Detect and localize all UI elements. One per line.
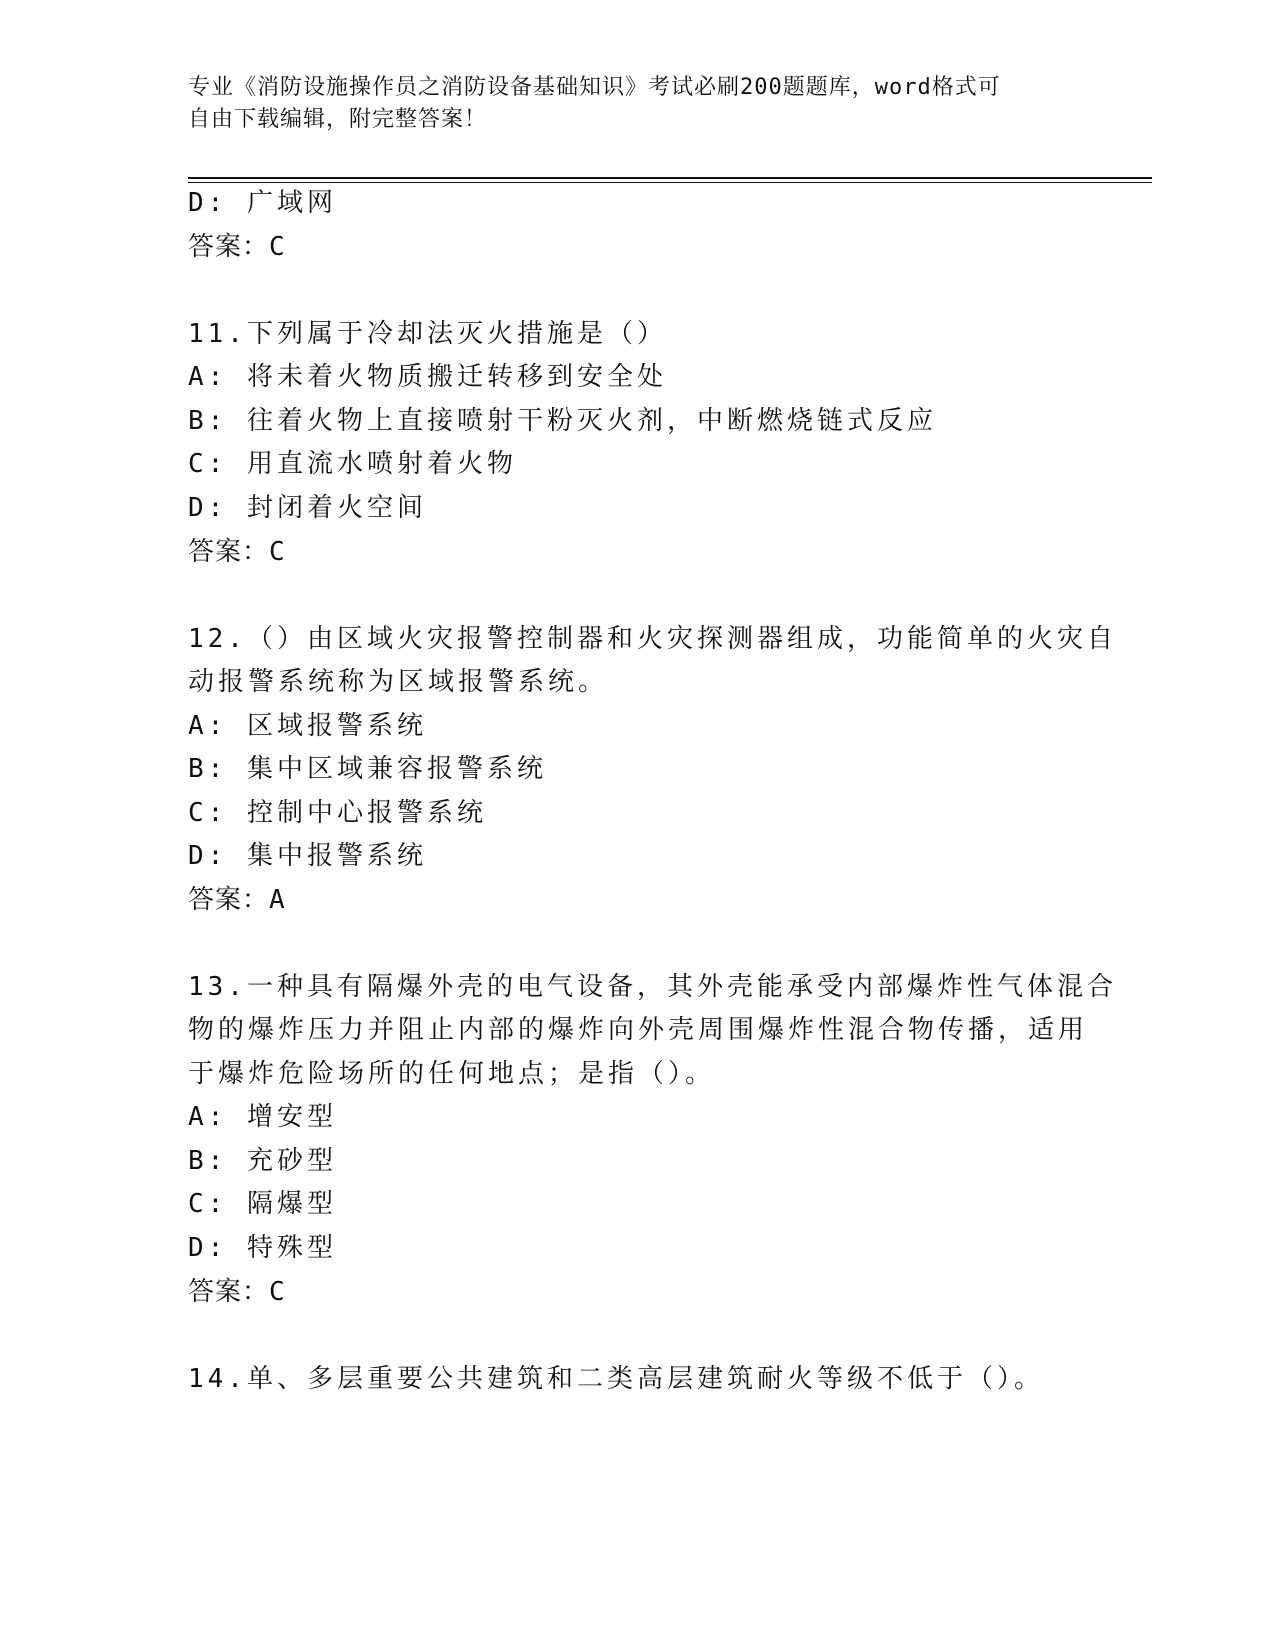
question-12-stem-line-2: 动报警系统称为区域报警系统。 bbox=[188, 667, 609, 697]
header-rule-thin bbox=[188, 182, 1152, 183]
header-line-1: 专业《消防设施操作员之消防设备基础知识》考试必刷200题题库，word格式可 bbox=[188, 75, 1001, 100]
question-11-option-a: A: 将未着火物质搬迁转移到安全处 bbox=[188, 362, 667, 392]
question-13-option-b: B: 充砂型 bbox=[188, 1146, 337, 1176]
question-12-stem-line-1: 12.（）由区域火灾报警控制器和火灾探测器组成，功能简单的火灾自 bbox=[188, 624, 1117, 654]
question-13-option-d: D: 特殊型 bbox=[188, 1233, 337, 1263]
question-12-option-c: C: 控制中心报警系统 bbox=[188, 798, 487, 828]
question-13-answer: 答案：C bbox=[188, 1277, 286, 1307]
header-rule-thick bbox=[188, 177, 1152, 179]
question-11-option-d: D: 封闭着火空间 bbox=[188, 493, 427, 523]
question-12-option-b: B: 集中区域兼容报警系统 bbox=[188, 754, 547, 784]
document-header bbox=[188, 72, 1088, 136]
question-11-stem: 11.下列属于冷却法灭火措施是（） bbox=[188, 319, 667, 349]
question-14-stem: 14.单、多层重要公共建筑和二类高层建筑耐火等级不低于（）。 bbox=[188, 1364, 1044, 1394]
question-13-option-a: A: 增安型 bbox=[188, 1102, 337, 1132]
question-13-stem-line-1: 13.一种具有隔爆外壳的电气设备，其外壳能承受内部爆炸性气体混合 bbox=[188, 972, 1117, 1002]
question-11-option-b: B: 往着火物上直接喷射干粉灭火剂，中断燃烧链式反应 bbox=[188, 406, 937, 436]
question-12-answer: 答案：A bbox=[188, 885, 286, 915]
prev-answer: 答案：C bbox=[188, 232, 286, 262]
question-13-option-c: C: 隔爆型 bbox=[188, 1189, 337, 1219]
question-12-option-d: D: 集中报警系统 bbox=[188, 841, 427, 871]
question-11-answer: 答案：C bbox=[188, 537, 286, 567]
question-13-stem-line-3: 于爆炸危险场所的任何地点；是指（）。 bbox=[188, 1059, 716, 1089]
question-11-option-c: C: 用直流水喷射着火物 bbox=[188, 449, 517, 479]
question-12-option-a: A: 区域报警系统 bbox=[188, 711, 427, 741]
question-13-stem-line-2: 物的爆炸压力并阻止内部的爆炸向外壳周围爆炸性混合物传播，适用 bbox=[188, 1015, 1089, 1045]
header-line-2: 自由下载编辑，附完整答案！ bbox=[188, 107, 488, 132]
prev-option-d: D: 广域网 bbox=[188, 188, 337, 218]
